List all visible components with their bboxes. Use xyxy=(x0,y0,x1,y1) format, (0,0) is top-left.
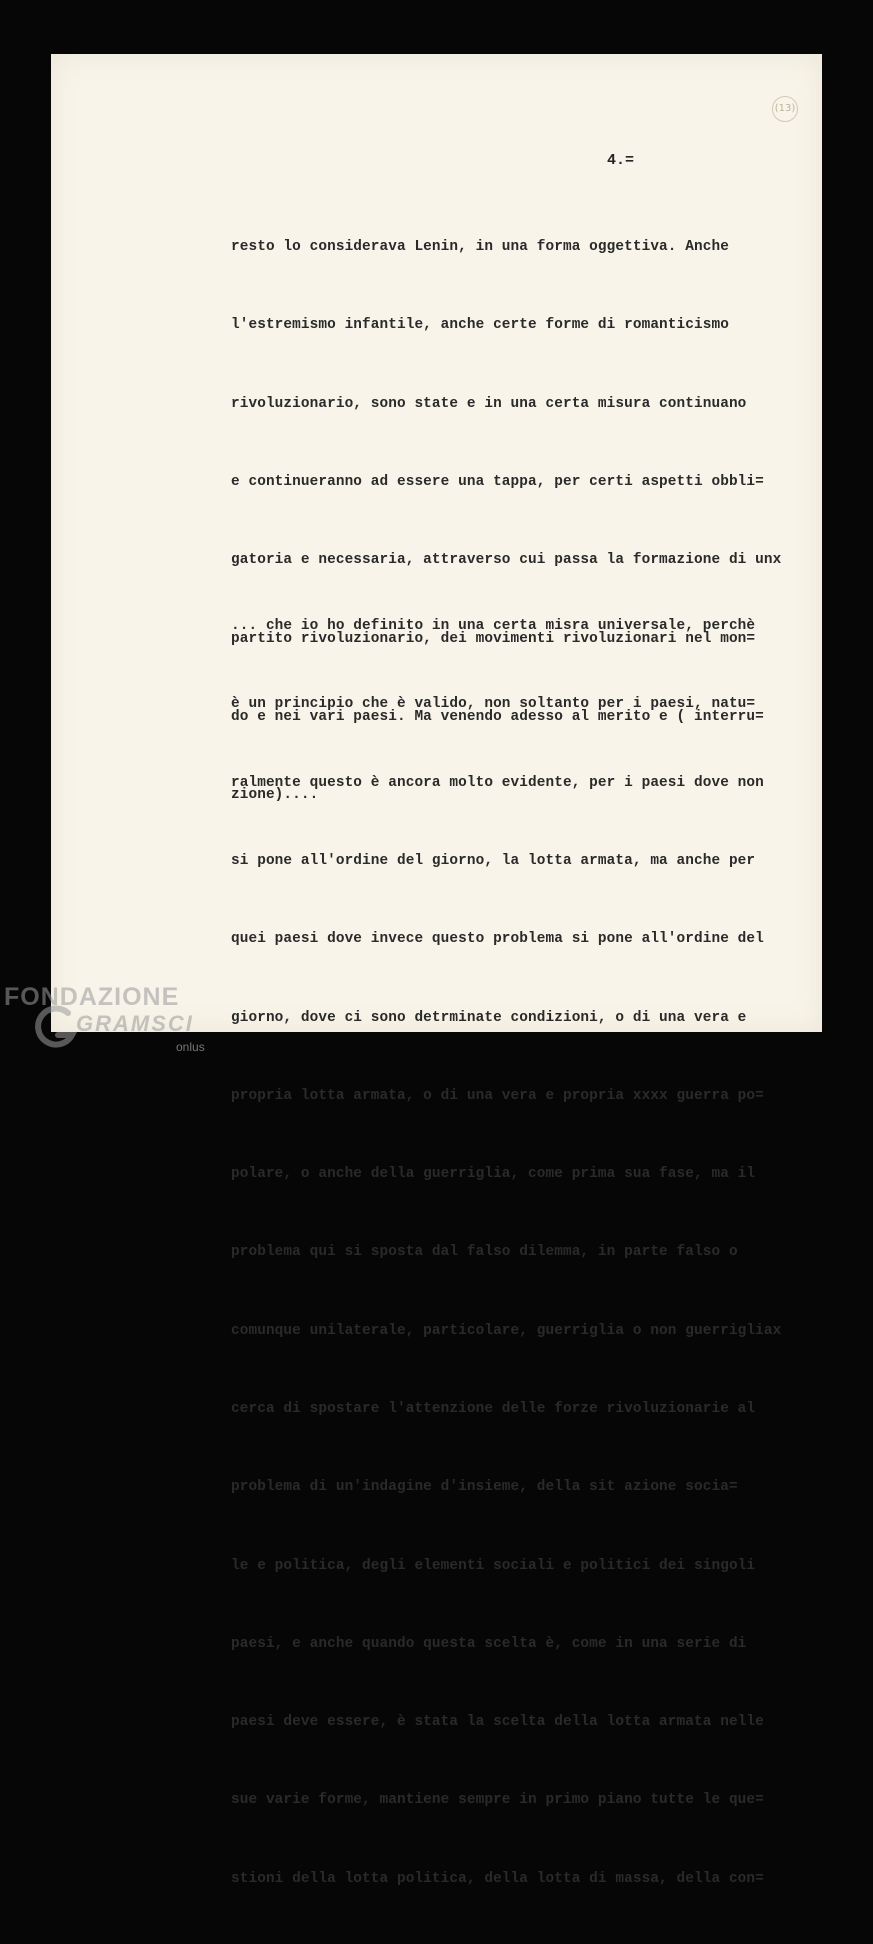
text-line: ... che io ho definito in una certa misra universale, perchè xyxy=(231,618,756,635)
text-line: partito rivoluzionario, dei movimenti rivoluzionari nel mon= xyxy=(231,630,756,647)
watermark-line3: onlus xyxy=(176,1040,205,1054)
text-line: gatoria e necessaria, attraverso cui passa la formazione di unx xyxy=(231,552,782,569)
watermark-line2: GRAMSCI xyxy=(76,1011,194,1036)
text-line: si pone all'ordine del giorno, la lotta armata, ma anche per xyxy=(231,853,756,870)
text-line: zione).... xyxy=(231,787,319,804)
text-line: e continueranno ad essere una tappa, per certi aspetti obbli= xyxy=(231,474,764,491)
text-line: propria lotta armata, o di una vera e propria xxxx guerra po= xyxy=(231,1087,764,1104)
text-line: problema di un'indagine d'insieme, della sit azione socia= xyxy=(231,1479,738,1496)
text-line: rivoluzionario, sono state e in una certa misura continuano xyxy=(231,395,747,412)
text-line: giorno, dove ci sono detrminate condizioni, o di una vera e xyxy=(231,1009,747,1026)
text-line: paesi deve essere, è stata la scelta della lotta armata nelle xyxy=(231,1714,764,1731)
gramsci-logo-icon xyxy=(34,1005,78,1053)
folio-mark: (13) xyxy=(772,96,798,122)
text-line: paesi, e anche quando questa scelta è, come in una serie di xyxy=(231,1635,747,1652)
text-line: ralmente questo è ancora molto evidente, per i paesi dove non xyxy=(231,774,764,791)
page-number: 4.= xyxy=(607,152,635,169)
text-line: stioni della lotta politica, della lotta di massa, della con= xyxy=(231,1870,764,1887)
text-line: problema qui si sposta dal falso dilemma, in parte falso o xyxy=(231,1244,738,1261)
text-line: sue varie forme, mantiene sempre in primo piano tutte le que= xyxy=(231,1792,764,1809)
text-line: comunque unilaterale, particolare, guerriglia o non guerrigliax xyxy=(231,1322,782,1339)
paragraph-2 xyxy=(231,561,781,1944)
watermark-line1: FONDAZIONE xyxy=(4,983,180,1011)
text-line: resto lo considerava Lenin, in una forma oggettiva. Anche xyxy=(231,239,729,256)
text-line: cerca di spostare l'attenzione delle forze rivoluzionarie al xyxy=(231,1401,756,1417)
text-line: l'estremismo infantile, anche certe forme di romanticismo xyxy=(231,317,729,334)
text-line: quei paesi dove invece questo problema si pone all'ordine del xyxy=(231,931,764,948)
text-line: polare, o anche della guerriglia, come prima sua fase, ma il xyxy=(231,1166,756,1183)
text-line: do e nei vari paesi. Ma venendo adesso al merito e ( interru= xyxy=(231,708,764,725)
text-line: è un principio che è valido, non soltanto per i paesi, natu= xyxy=(231,696,756,713)
text-line: le e politica, degli elementi sociali e politici dei singoli xyxy=(231,1557,756,1574)
